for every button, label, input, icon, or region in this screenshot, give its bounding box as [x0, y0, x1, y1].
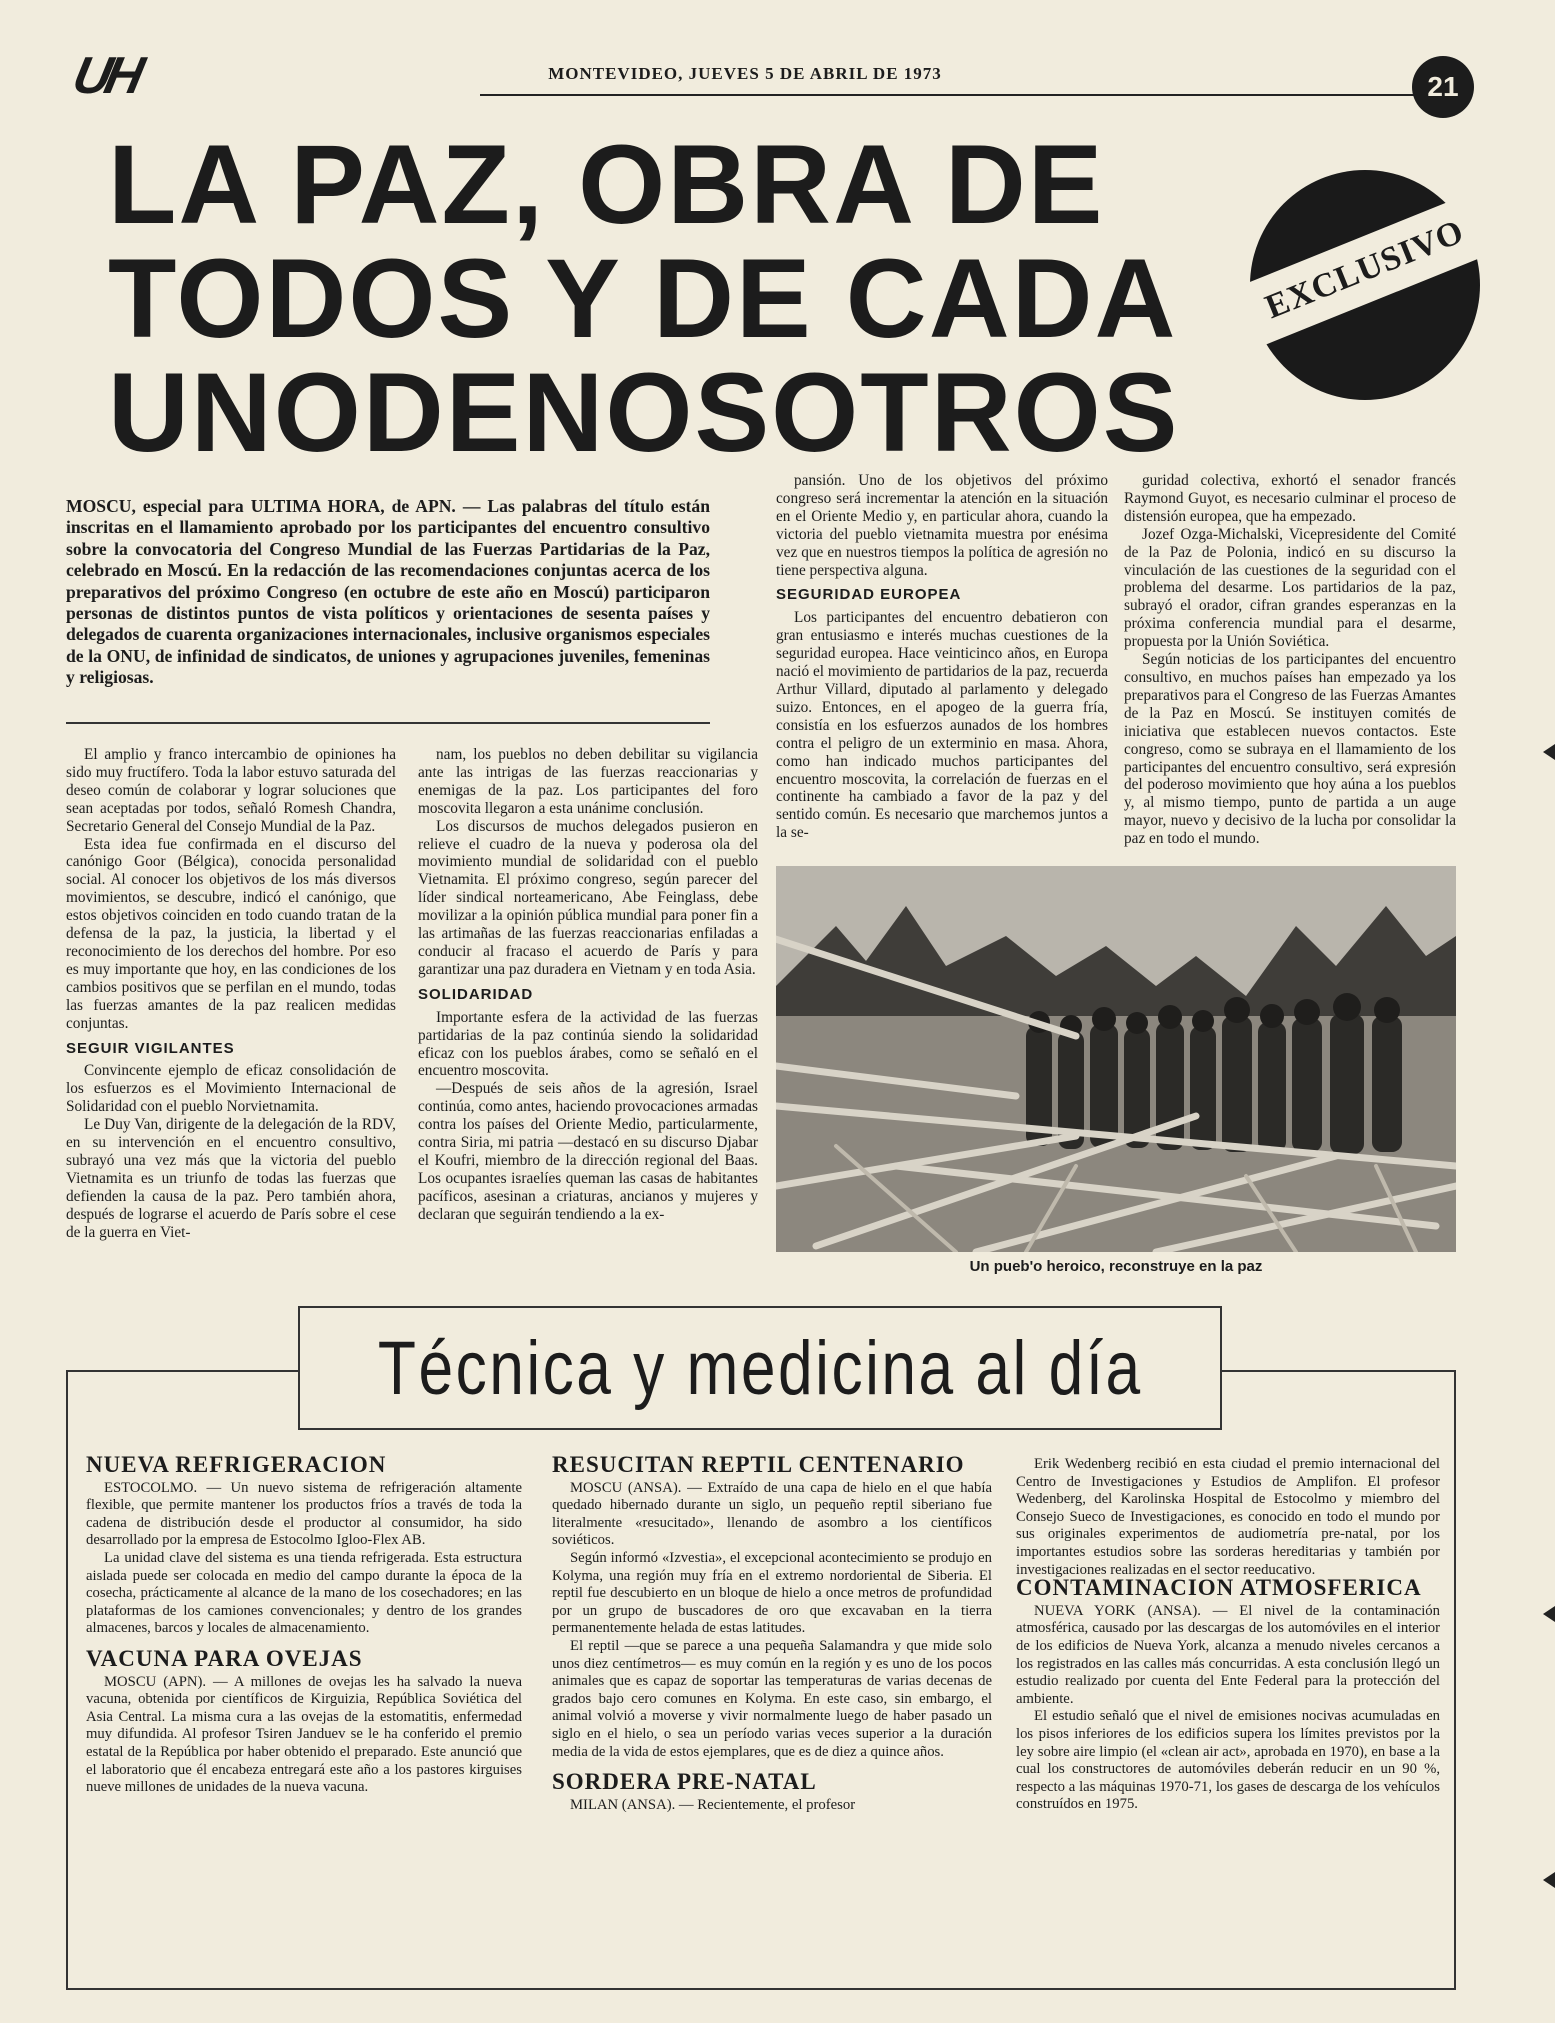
subheading: CONTAMINACION ATMOSFERICA: [1016, 1575, 1422, 1601]
paragraph: Importante esfera de la actividad de las fuerzas partidarias de la paz continúa siendo la solidaridad eficaz con los pueblos árabes, como se señaló en el encuentro moscovita.: [418, 1008, 758, 1080]
paragraph: Jozef Ozga-Michalski, Vicepresidente del Comité de la Paz de Polonia, indicó en su discurso la vinculación de las cuestiones de la seguridad con el problema del desarme. Los partidarios de la paz, subrayó el orador, cifran grandes esperanzas en la próxima conferencia mundial para el desarme, propuesta por la Unión Soviética.: [1124, 525, 1456, 651]
paragraph: Esta idea fue confirmada en el discurso del canónigo Goor (Bélgica), conocida personalidad social. Al conocer los objetivos de los más diversos movimientos, se descubre, indicó el canónigo, que estos objetivos coinciden en todo cuando tratan de la defensa de la paz, la justicia, la libertad y el reconocimiento de los derechos del hombre. Por eso es muy importante que hoy, en las condiciones de los cambios positivos que se perfilan en el mundo, todas las fuerzas amantes de la paz realicen medidas conjuntas.: [66, 835, 396, 1032]
paragraph: Los participantes del encuentro debatieron con gran entusiasmo e interés muchas cuestiones de la seguridad europea. Hace veinticinco años, en Europa nació el movimiento de partidarios de la paz, recuerda Arthur Villard, diputado al parlamento y delegado suizo. Entonces, en el apogeo de la guerra fría, consistía en los esfuerzos aunados de los hombres contra el peligro de un exterminio en masa. Ahora, como han indicado muchos participantes del encuentro moscovita, la correlación de fuerzas en el continente ha cambiado a favor de la paz y del sentido común. Es necesario que marchemos juntos a la se-: [776, 609, 1108, 842]
headline-line-3: UNODENOSOTROS: [108, 350, 1180, 475]
subheading: SEGURIDAD EUROPEA: [776, 586, 962, 604]
section-column-1: [86, 1452, 522, 1797]
masthead-rule: [480, 94, 1425, 96]
paragraph: pansión. Uno de los objetivos del próximo congreso será incrementar la atención en la situación en el Oriente Medio y, en particular ahora, cuando la victoria del pueblo vietnamita muestra por enésima vez que en nuestros tiempos la política de agresión no tiene perspectiva alguna.: [776, 472, 1108, 579]
paragraph: guridad colectiva, exhortó el senador francés Raymond Guyot, es necesario culminar el proceso de distensión europea, que ha empezado.: [1124, 472, 1456, 525]
edge-mark-1: [1543, 744, 1555, 760]
paragraph: MOSCU (APN). — A millones de ovejas les ha salvado la nueva vacuna, obtenida por científicos de Kirguizia, República Soviética del Asia Central. La misma cura a las ovejas de la estomatitis, enfermedad muy difundida. Al profesor Tsiren Janduev se le ha conferido el premio estatal de la República por haber obtenido el preparado. Este anunció que el laboratorio que él encabeza entregará este año a los pastores kirguises nueve millones de unidades de la nueva vacuna.: [86, 1673, 522, 1796]
exclusive-badge-label: EXCLUSIVO: [1233, 192, 1496, 348]
paragraph: Según informó «Izvestia», el excepcional acontecimiento se produjo en Kolyma, una región muy fría en el extremo nordoriental de Siberia. El reptil fue descubierto en un bloque de hielo a once metros de profundidad por un grupo de buscadores de oro que excavaban en la tierra permanentemente helada de estas latitudes.: [552, 1549, 992, 1637]
lead-divider: [66, 722, 710, 724]
paragraph: Convincente ejemplo de eficaz consolidación de los esfuerzos es el Movimiento Internacional de Solidaridad con el pueblo Norvietnamita.: [66, 1062, 396, 1116]
paragraph: ESTOCOLMO. — Un nuevo sistema de refrigeración altamente flexible, que permite mantener los productos fríos a través de toda la cadena de distribución desde el productor al consumidor, ha sido desarrollado por la empresa de Estocolmo Igloo-Flex AB.: [86, 1479, 522, 1549]
paragraph: La unidad clave del sistema es una tienda refrigerada. Esta estructura aislada puede ser colocada en medio del campo durante la época de la cosecha, prácticamente al alcance de la mano de los cosechadores; en las plataformas de los camiones convencionales; y dentro de los grandes almacenes, barcos y locales de almacenamiento.: [86, 1549, 522, 1637]
main-headline: [108, 122, 1258, 475]
section-column-3: [1016, 1456, 1440, 1814]
article-column-3: [776, 472, 1108, 842]
section-title-box: [298, 1306, 1222, 1430]
paragraph: El amplio y franco intercambio de opiniones ha sido muy fructífero. Toda la labor estuvo saturada del deseo común de colaborar y lograr soluciones que sean aceptadas por todos, señaló Romesh Chandra, Secretario General del Consejo Mundial de la Paz.: [66, 746, 396, 835]
paragraph: MILAN (ANSA). — Recientemente, el profesor: [570, 1796, 856, 1813]
news-photo: [776, 866, 1456, 1252]
paragraph: El estudio señaló que el nivel de emisiones nocivas acumuladas en los pisos inferiores de los edificios supera los límites previstos por la ley sobre aire limpio (el «clean air act», aprobada en 1970), en base a la cual los constructores de automóviles deberán reducir en un 90 %, respecto a las máquinas 1970-71, los gases de descarga de los vehículos construídos en 1975.: [1016, 1708, 1440, 1813]
page-number-badge: 21: [1412, 56, 1474, 118]
paragraph: nam, los pueblos no deben debilitar su vigilancia ante las intrigas de las fuerzas reaccionarias y enemigas de la paz. Los participantes del foro moscovita llegaron a esta unánime conclusión.: [418, 746, 758, 817]
subheading: SEGUIR VIGILANTES: [66, 1039, 235, 1057]
photo-people-rebuilding: [776, 866, 1456, 1252]
dateline: MONTEVIDEO, JUEVES 5 DE ABRIL DE 1973: [548, 64, 942, 83]
paragraph: Los discursos de muchos delegados pusieron en relieve el cuadro de la nueva y poderosa ola del movimiento mundial de solidaridad con el pueblo Vietnamita. El próximo congreso, según parecer del líder sindical norteamericano, Abe Feinglass, debe movilizar a la opinión pública mundial para poner fin a las artimañas de las fuerzas reaccionarias enfiladas a conducir al fracaso el acuerdo de París y para garantizar una paz duradera en Vietnam y en toda Asia.: [418, 817, 758, 978]
section-column-2: [552, 1452, 992, 1814]
paragraph: Según noticias de los participantes del encuentro consultivo, en muchos países han empezado ya los preparativos para el Congreso de las Fuerzas Amantes de la Paz en Moscú. Se instituyen comités de iniciativa que establecen nuevos contactos. Este congreso, como se subraya en el llamamiento de los participantes del encuentro consultivo, será expresión del poderoso movimiento que hoy aúna a los pueblos y, al mismo tiempo, punto de partida a un auge mayor, nuevo y decisivo de la lucha por consolidar la paz en todo el mundo.: [1124, 651, 1456, 848]
article-column-1: [66, 746, 396, 1241]
paragraph: Le Duy Van, dirigente de la delegación de la RDV, en su intervención en el encuentro consultivo, subrayó una vez más que la victoria del pueblo Vietnamita es un triunfo de todas las fuerzas que defienden la causa de la paz. Pero también ahora, después de lograrse el acuerdo de París sobre el cese de la guerra en Viet-: [66, 1116, 396, 1241]
paragraph: MOSCU (ANSA). — Extraído de una capa de hielo en el que había quedado hibernado durante un siglo, un pequeño reptil siberiano fue literalmente «resucitado», llenando de asombro a los científicos soviéticos.: [552, 1479, 992, 1549]
article-column-4: [1124, 472, 1456, 848]
headline-line-2: TODOS Y DE CADA: [108, 236, 1178, 361]
subheading: RESUCITAN REPTIL CENTENARIO: [552, 1452, 965, 1477]
paragraph: —Después de seis años de la agresión, Israel continúa, como antes, haciendo provocaciones armadas contra los países del Oriente Medio, particularmente, contra Siria, mi patria —destacó en su discurso Djabar el Koufri, miembro de la dirección regional del Baas. Los ocupantes israelíes queman las casas de habitantes pacíficos, asesinan a criaturas, ancianos y mujeres y declaran que seguirán tendiendo a la ex-: [418, 1080, 758, 1223]
photo-caption: Un pueb'o heroico, reconstruye en la paz: [969, 1258, 1263, 1275]
edge-mark-2: [1543, 1606, 1555, 1622]
article-lead: MOSCU, especial para ULTIMA HORA, de APN. — Las palabras del título están inscritas en el llamamiento aprobado por los participantes del encuentro consultivo sobre la convocatoria del Congreso Mundial de las Fuerzas Partidarias de la Paz, celebrado en Moscú. En la redacción de las recomendaciones conjuntas acerca de los preparativos del próximo Congreso (en octubre de este año en Moscú) participaron personas de distintos puntos de vista políticos y orientaciones de sesenta países y delegados de cuarenta organizaciones internacionales, inclusive organismos especiales de la ONU, de infinidad de sindicatos, de uniones y agrupaciones juveniles, femeninas y religiosas.: [66, 496, 710, 688]
subheading: SOLIDARIDAD: [418, 985, 534, 1003]
paragraph: NUEVA YORK (ANSA). — El nivel de la contaminación atmosférica, causado por las descargas de los automóviles en el interior de los edificios de Nueva York, alcanza a menudo niveles cercanos a los registrados en las calles más concurridas. A esta conclusión llegó un estudio realizado por cuenta del Ente Federal para la protección del ambiente.: [1016, 1602, 1440, 1707]
article-column-2: [418, 746, 758, 1224]
section-title: Técnica y medicina al día: [377, 1325, 1143, 1411]
subheading: SORDERA PRE-NATAL: [552, 1769, 817, 1795]
edge-mark-3: [1543, 1872, 1555, 1888]
newspaper-logo: UH: [67, 47, 144, 105]
paragraph: Erik Wedenberg recibió en esta ciudad el premio internacional del Centro de Investigaciones y Estudios de Amplifon. El profesor Wedenberg, del Karolinska Hospital de Estocolmo y miembro del Consejo Sueco de Investigaciones, es conocido en todo el mundo por sus originales experimentos de audiometría pre-natal, por los importantes estudios sobre las sorderas hereditarias y también por investigaciones realizadas en el sector reeducativo.: [1016, 1456, 1440, 1578]
subheading: NUEVA REFRIGERACION: [86, 1452, 387, 1477]
headline-line-1: LA PAZ, OBRA DE: [108, 122, 1105, 247]
subheading: VACUNA PARA OVEJAS: [86, 1645, 363, 1671]
paragraph: El reptil —que se parece a una pequeña Salamandra y que mide solo unos diez centímetros— es muy común en la región y es uno de los pocos animales que es capaz de soportar las temperaturas de varias decenas de grados bajo cero comunes en Kolyma. En este caso, sin embargo, el animal volvió a moverse y vivir normalmente luego de haber pasado un siglo en el hielo, o sea un período varias veces superior a la duración media de la vida de estos ejemplares, que es de diez a quince años.: [552, 1637, 992, 1760]
